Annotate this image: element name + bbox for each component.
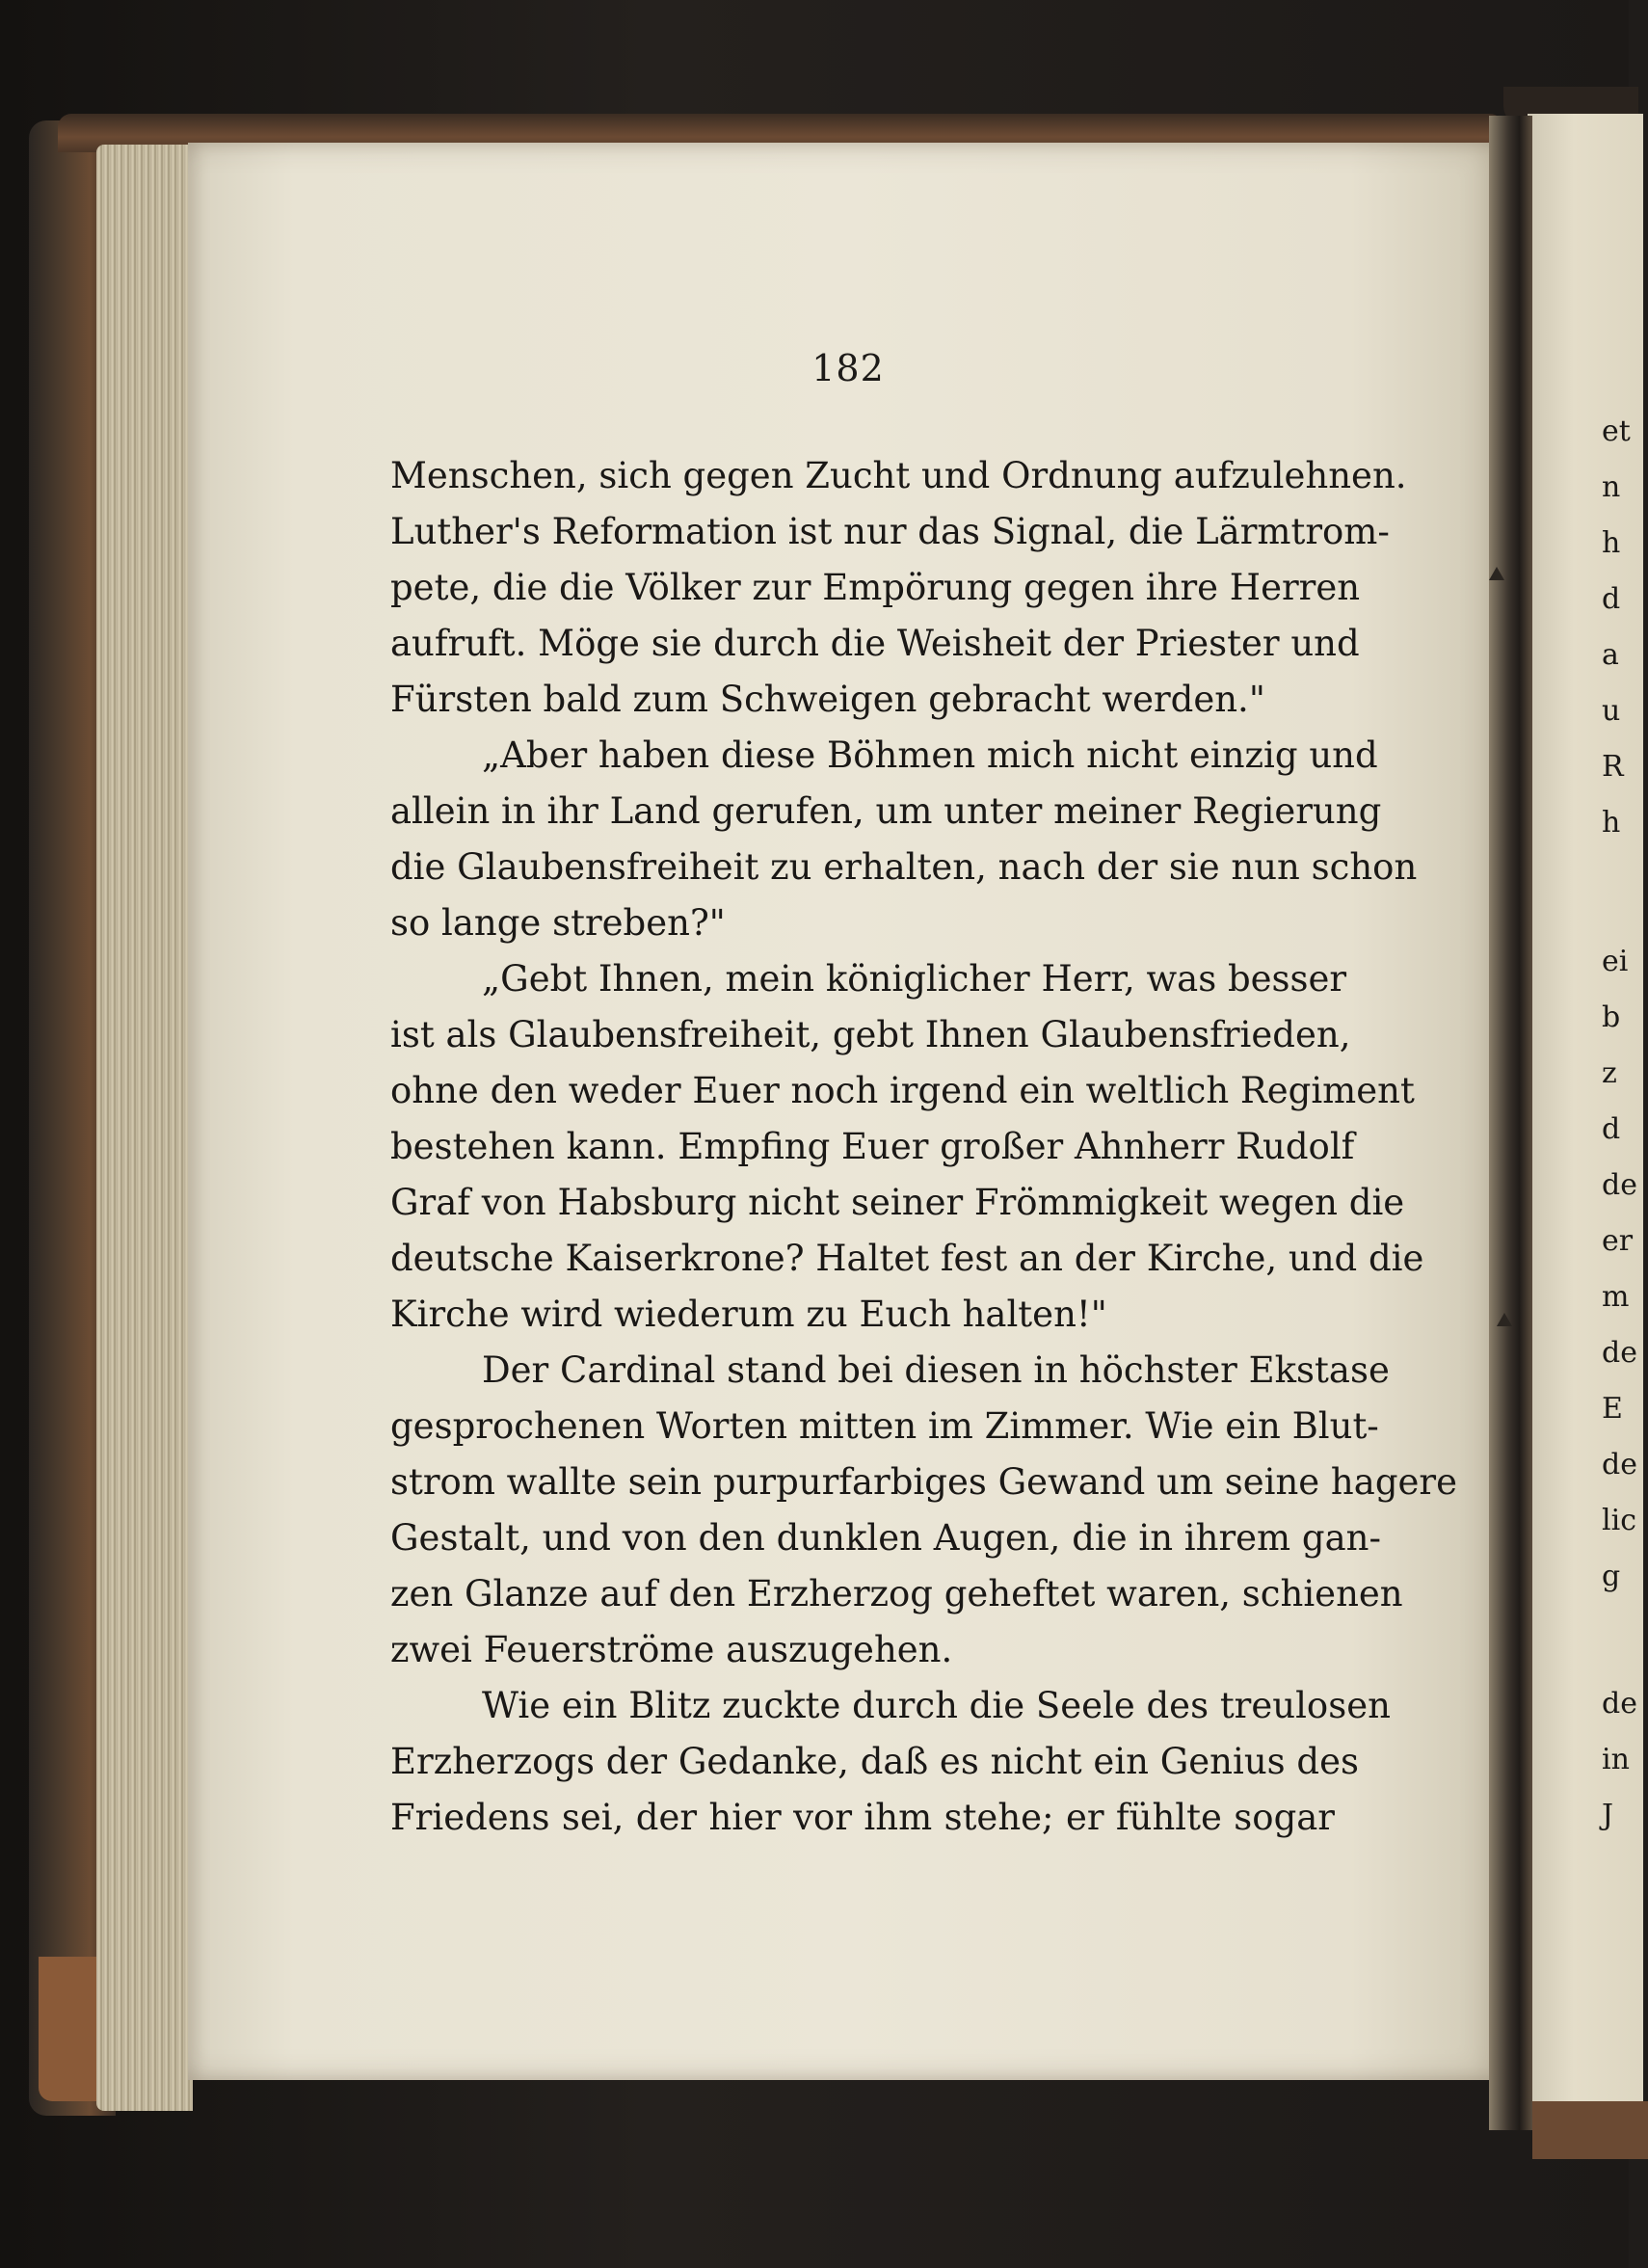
page-text [390, 448, 1457, 1846]
text-line: Der Cardinal stand bei diesen in höchster Ekstase [482, 1349, 1390, 1391]
facing-fragment: a [1602, 638, 1619, 672]
book-gutter [1489, 116, 1532, 2130]
text-line: Luther's Reformation ist nur das Signal, die Lärmtrom- [390, 511, 1390, 552]
text-line: ohne den weder Euer noch irgend ein weltlich Regiment [390, 1070, 1415, 1111]
text-line: zwei Feuerströme auszugehen. [390, 1629, 953, 1670]
facing-fragment: d [1602, 582, 1621, 616]
facing-fragment: E [1602, 1392, 1623, 1426]
page-number: 182 [811, 347, 885, 389]
facing-fragment: h [1602, 806, 1621, 840]
facing-fragment: ei [1602, 945, 1629, 978]
facing-fragment: d [1602, 1112, 1621, 1146]
text-line: „Aber haben diese Böhmen mich nicht einzig und [482, 734, 1378, 776]
text-line: zen Glanze auf den Erzherzog geheftet waren, schienen [390, 1573, 1403, 1614]
facing-fragment: de [1602, 1448, 1637, 1481]
facing-fragment: et [1602, 414, 1631, 448]
text-line: aufruft. Möge sie durch die Weisheit der Priester und [390, 623, 1360, 664]
text-line: Gestalt, und von den dunklen Augen, die in ihrem gan- [390, 1517, 1381, 1559]
text-line: allein in ihr Land gerufen, um unter meiner Regierung [390, 790, 1382, 832]
gutter-marker-bottom [1497, 1313, 1512, 1326]
text-line: Kirche wird wiederum zu Euch halten!" [390, 1294, 1107, 1335]
facing-fragment: lic [1602, 1504, 1636, 1537]
facing-fragment: de [1602, 1336, 1637, 1370]
text-line: „Gebt Ihnen, mein königlicher Herr, was besser [482, 958, 1347, 1000]
facing-fragment: er [1602, 1224, 1634, 1258]
text-line: Erzherzogs der Gedanke, daß es nicht ein Genius des [390, 1741, 1359, 1782]
text-line: die Glaubensfreiheit zu erhalten, nach der sie nun schon [390, 846, 1418, 888]
facing-fragment: h [1602, 526, 1621, 560]
facing-fragment: de [1602, 1168, 1637, 1202]
facing-fragment: in [1602, 1743, 1630, 1776]
facing-fragment: de [1602, 1687, 1637, 1721]
text-line: Friedens sei, der hier vor ihm stehe; er fühlte sogar [390, 1797, 1335, 1838]
text-line: Wie ein Blitz zuckte durch die Seele des treulosen [482, 1685, 1391, 1726]
facing-fragment: R [1602, 750, 1624, 784]
facing-fragment: n [1602, 470, 1621, 504]
text-line: ist als Glaubensfreiheit, gebt Ihnen Glaubensfrieden, [390, 1014, 1351, 1055]
text-line: bestehen kann. Empfing Euer großer Ahnherr Rudolf [390, 1126, 1355, 1167]
text-line: pete, die die Völker zur Empörung gegen ihre Herren [390, 567, 1361, 608]
text-line: deutsche Kaiserkrone? Haltet fest an der Kirche, und die [390, 1238, 1424, 1279]
text-line: so lange streben?" [390, 902, 726, 944]
text-line: gesprochenen Worten mitten im Zimmer. Wie ein Blut- [390, 1405, 1379, 1447]
text-line: Fürsten bald zum Schweigen gebracht werden." [390, 679, 1265, 720]
text-line: Graf von Habsburg nicht seiner Frömmigkeit wegen die [390, 1182, 1405, 1223]
text-line: Menschen, sich gegen Zucht und Ordnung aufzulehnen. [390, 455, 1407, 496]
facing-fragment: m [1602, 1280, 1630, 1314]
text-line: strom wallte sein purpurfarbiges Gewand um seine hagere [390, 1461, 1457, 1503]
gutter-marker-top [1489, 567, 1504, 580]
right-cover-bottom [1532, 2101, 1648, 2159]
facing-fragment: g [1602, 1560, 1621, 1593]
facing-fragment: b [1602, 1001, 1621, 1034]
facing-fragment: z [1602, 1056, 1617, 1090]
facing-fragment: u [1602, 694, 1621, 728]
page-stack-edge [96, 145, 193, 2111]
facing-fragment: J [1602, 1799, 1614, 1832]
